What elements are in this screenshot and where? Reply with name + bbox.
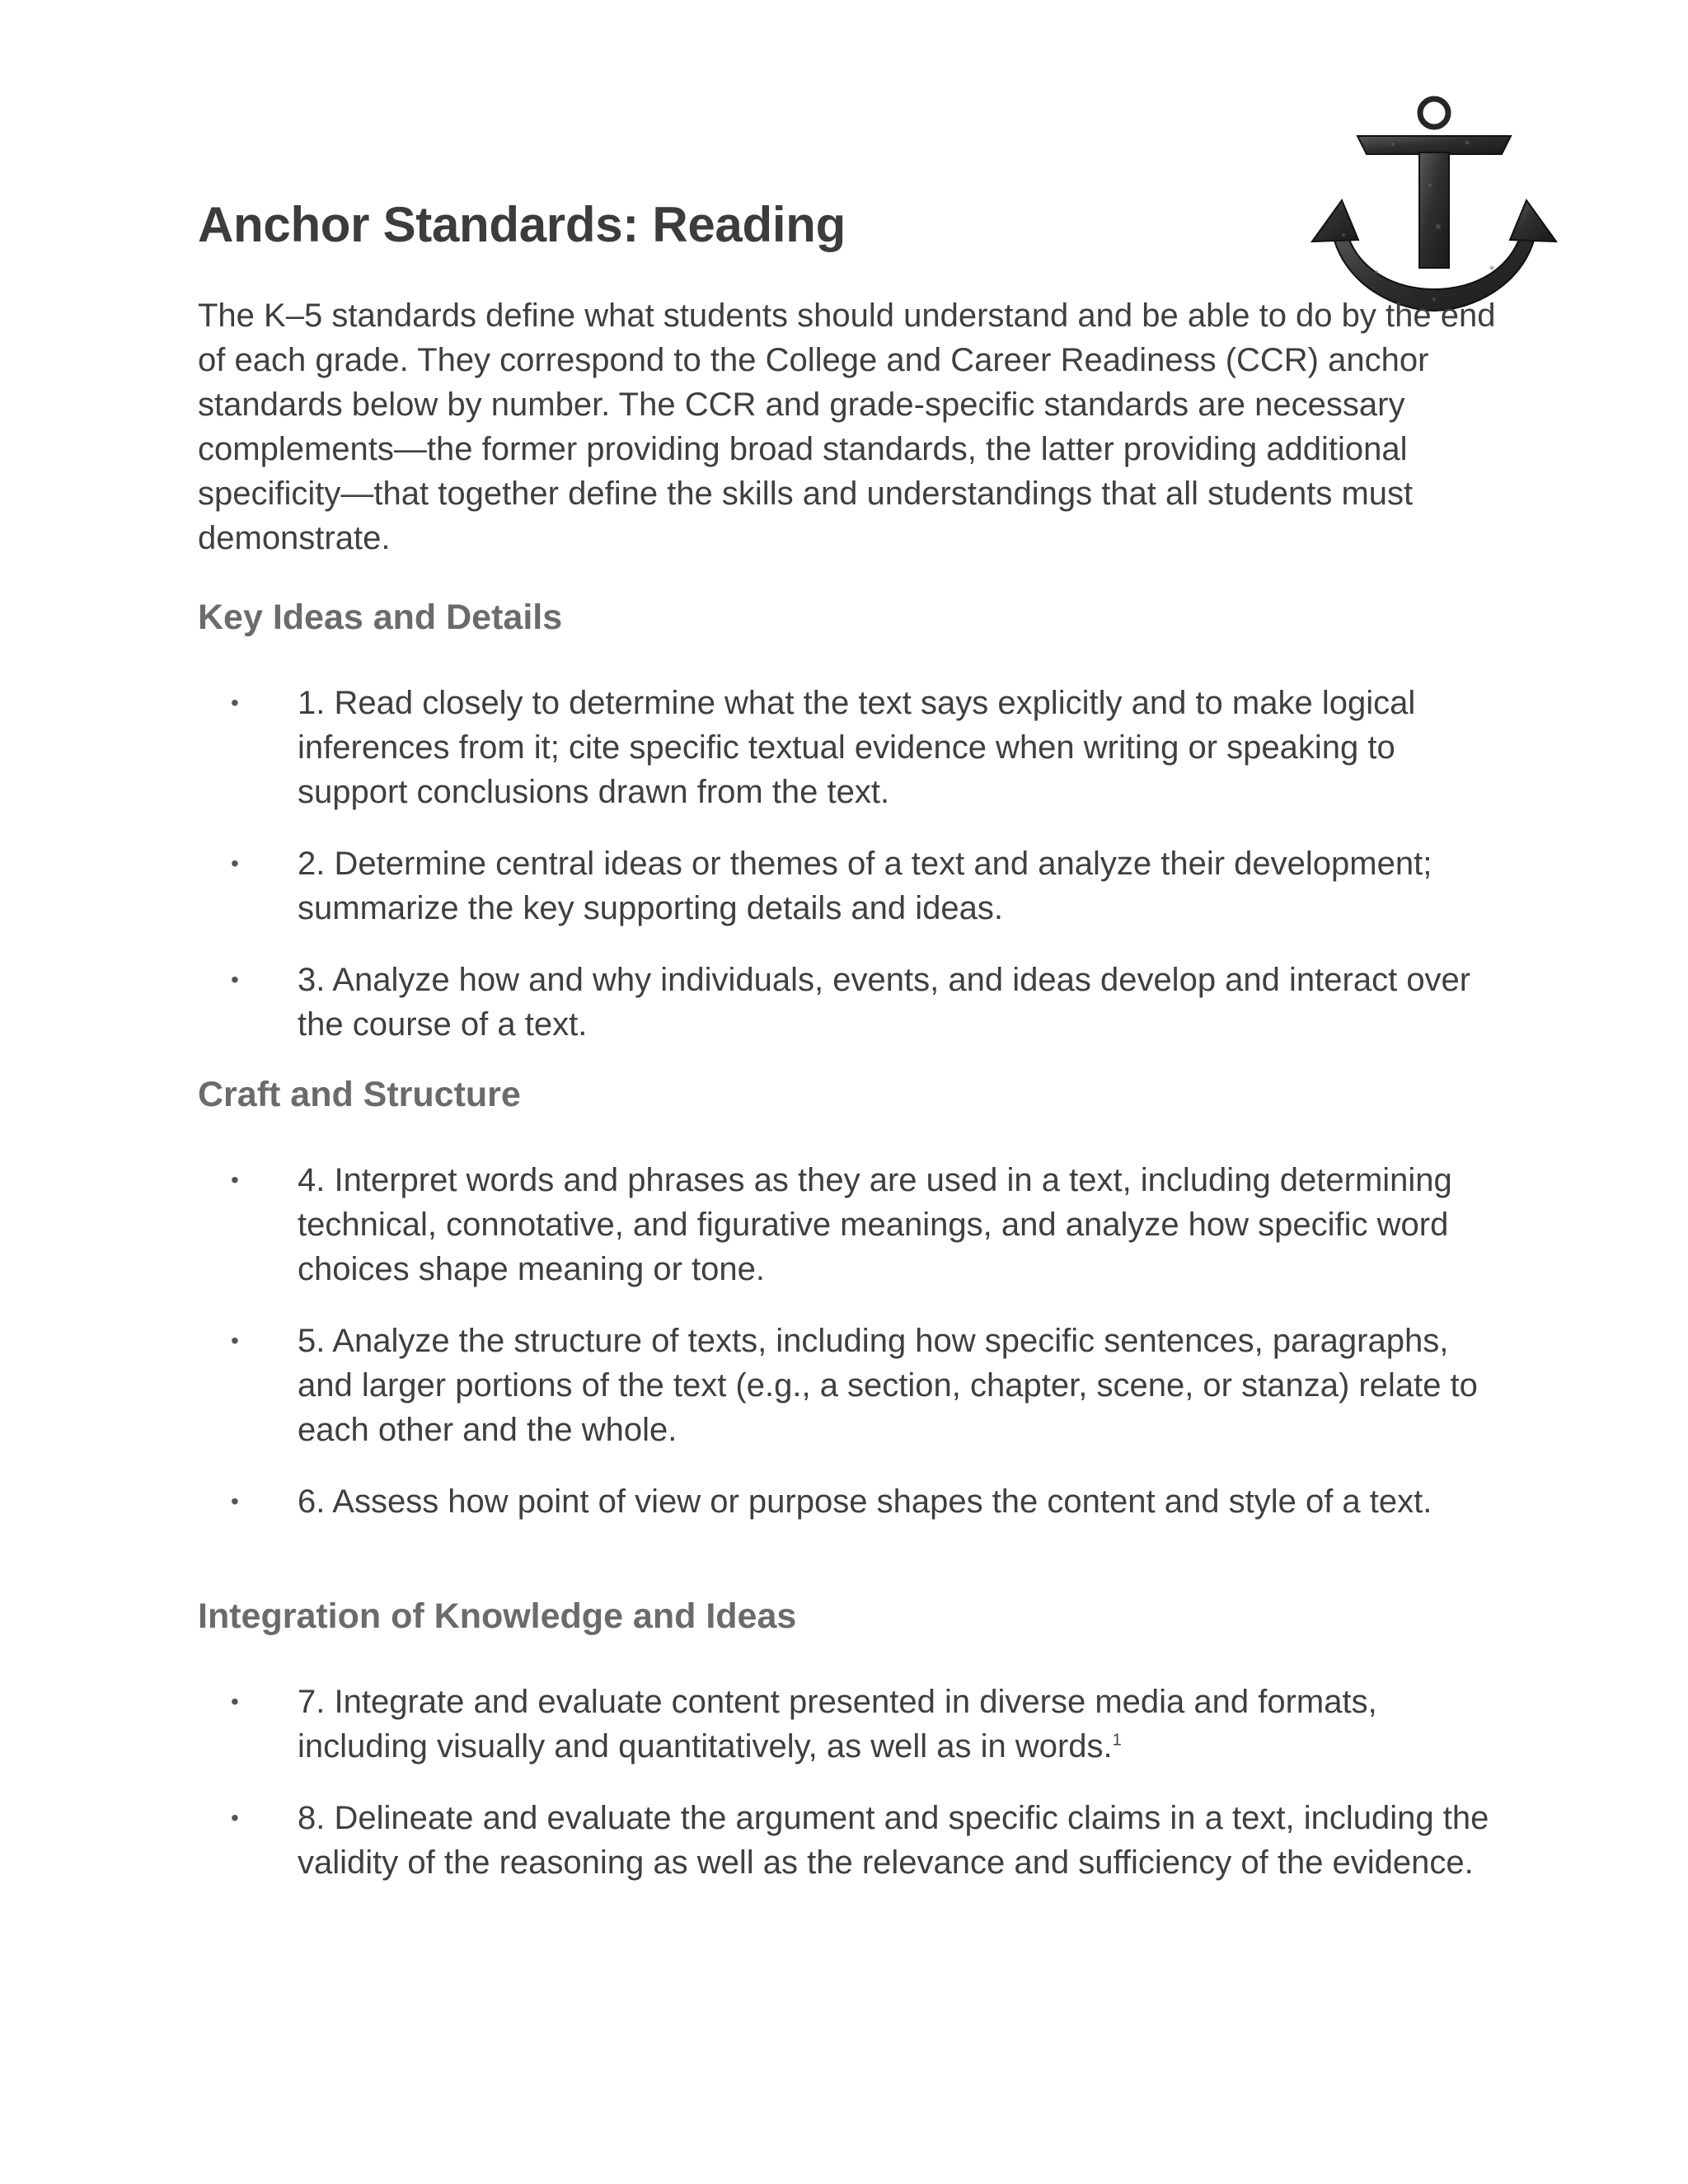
standard-text: 5. Analyze the structure of texts, including how specific sentences, paragraphs, and larger portions of the text (e.g., a section, chapter, scene, or stanza) relate to each other and the whole. — [298, 1323, 1478, 1448]
bullet-icon: • — [231, 690, 239, 715]
standard-item — [198, 841, 1500, 930]
page-title: Anchor Standards: Reading — [198, 197, 846, 252]
standard-item — [198, 1680, 1500, 1769]
bullet-icon: • — [231, 1328, 239, 1353]
standard-item — [198, 681, 1500, 814]
bullet-icon: • — [231, 1805, 239, 1830]
standard-item — [198, 1319, 1500, 1452]
standard-text: 1. Read closely to determine what the text says explicitly and to make logical inferences from it; cite specific textual evidence when writing or speaking to support conclusions drawn from the text. — [298, 685, 1416, 810]
bullet-icon: • — [231, 1689, 239, 1714]
footnote-marker[interactable]: 1 — [1112, 1731, 1122, 1750]
standards-list-integration — [198, 1680, 1500, 1912]
anchor-icon — [1311, 95, 1558, 317]
section-heading-craft-structure: Craft and Structure — [198, 1075, 521, 1114]
standard-text: 4. Interpret words and phrases as they are used in a text, including determining technical, connotative, and figurative meanings, and analyze how specific word choices shape meaning or tone. — [298, 1162, 1452, 1287]
standard-item — [198, 1479, 1500, 1524]
standard-text: 7. Integrate and evaluate content presented in diverse media and formats, including visually and quantitatively, as well as in words. — [298, 1684, 1377, 1765]
standard-text: 2. Determine central ideas or themes of a text and analyze their development; summarize the key supporting details and ideas. — [298, 846, 1432, 926]
standards-list-key-ideas — [198, 681, 1500, 1074]
standards-list-craft-structure — [198, 1158, 1500, 1551]
bullet-icon: • — [231, 1167, 239, 1193]
bullet-icon: • — [231, 967, 239, 992]
section-heading-key-ideas: Key Ideas and Details — [198, 598, 563, 637]
standard-item — [198, 1158, 1500, 1291]
standard-text: 6. Assess how point of view or purpose shapes the content and style of a text. — [298, 1483, 1432, 1520]
bullet-icon: • — [231, 1488, 239, 1514]
intro-paragraph: The K–5 standards define what students should understand and be able to do by the end of each grade. They correspond to the College and Career Readiness (CCR) anchor standards below by number. The CCR and grade-specific standards are necessary complements—the former providing broad standards, the latter providing additional specificity—that together define the skills and understandings that all students must demonstrate. — [198, 298, 1496, 556]
section-heading-integration: Integration of Knowledge and Ideas — [198, 1596, 797, 1636]
standard-text: 3. Analyze how and why individuals, events, and ideas develop and interact over the course of a text. — [298, 962, 1471, 1043]
standard-text: 8. Delineate and evaluate the argument and specific claims in a text, including the validity of the reasoning as well as the relevance and sufficiency of the evidence. — [298, 1800, 1489, 1881]
standard-item — [198, 1796, 1500, 1885]
standard-item — [198, 958, 1500, 1047]
bullet-icon: • — [231, 851, 239, 876]
